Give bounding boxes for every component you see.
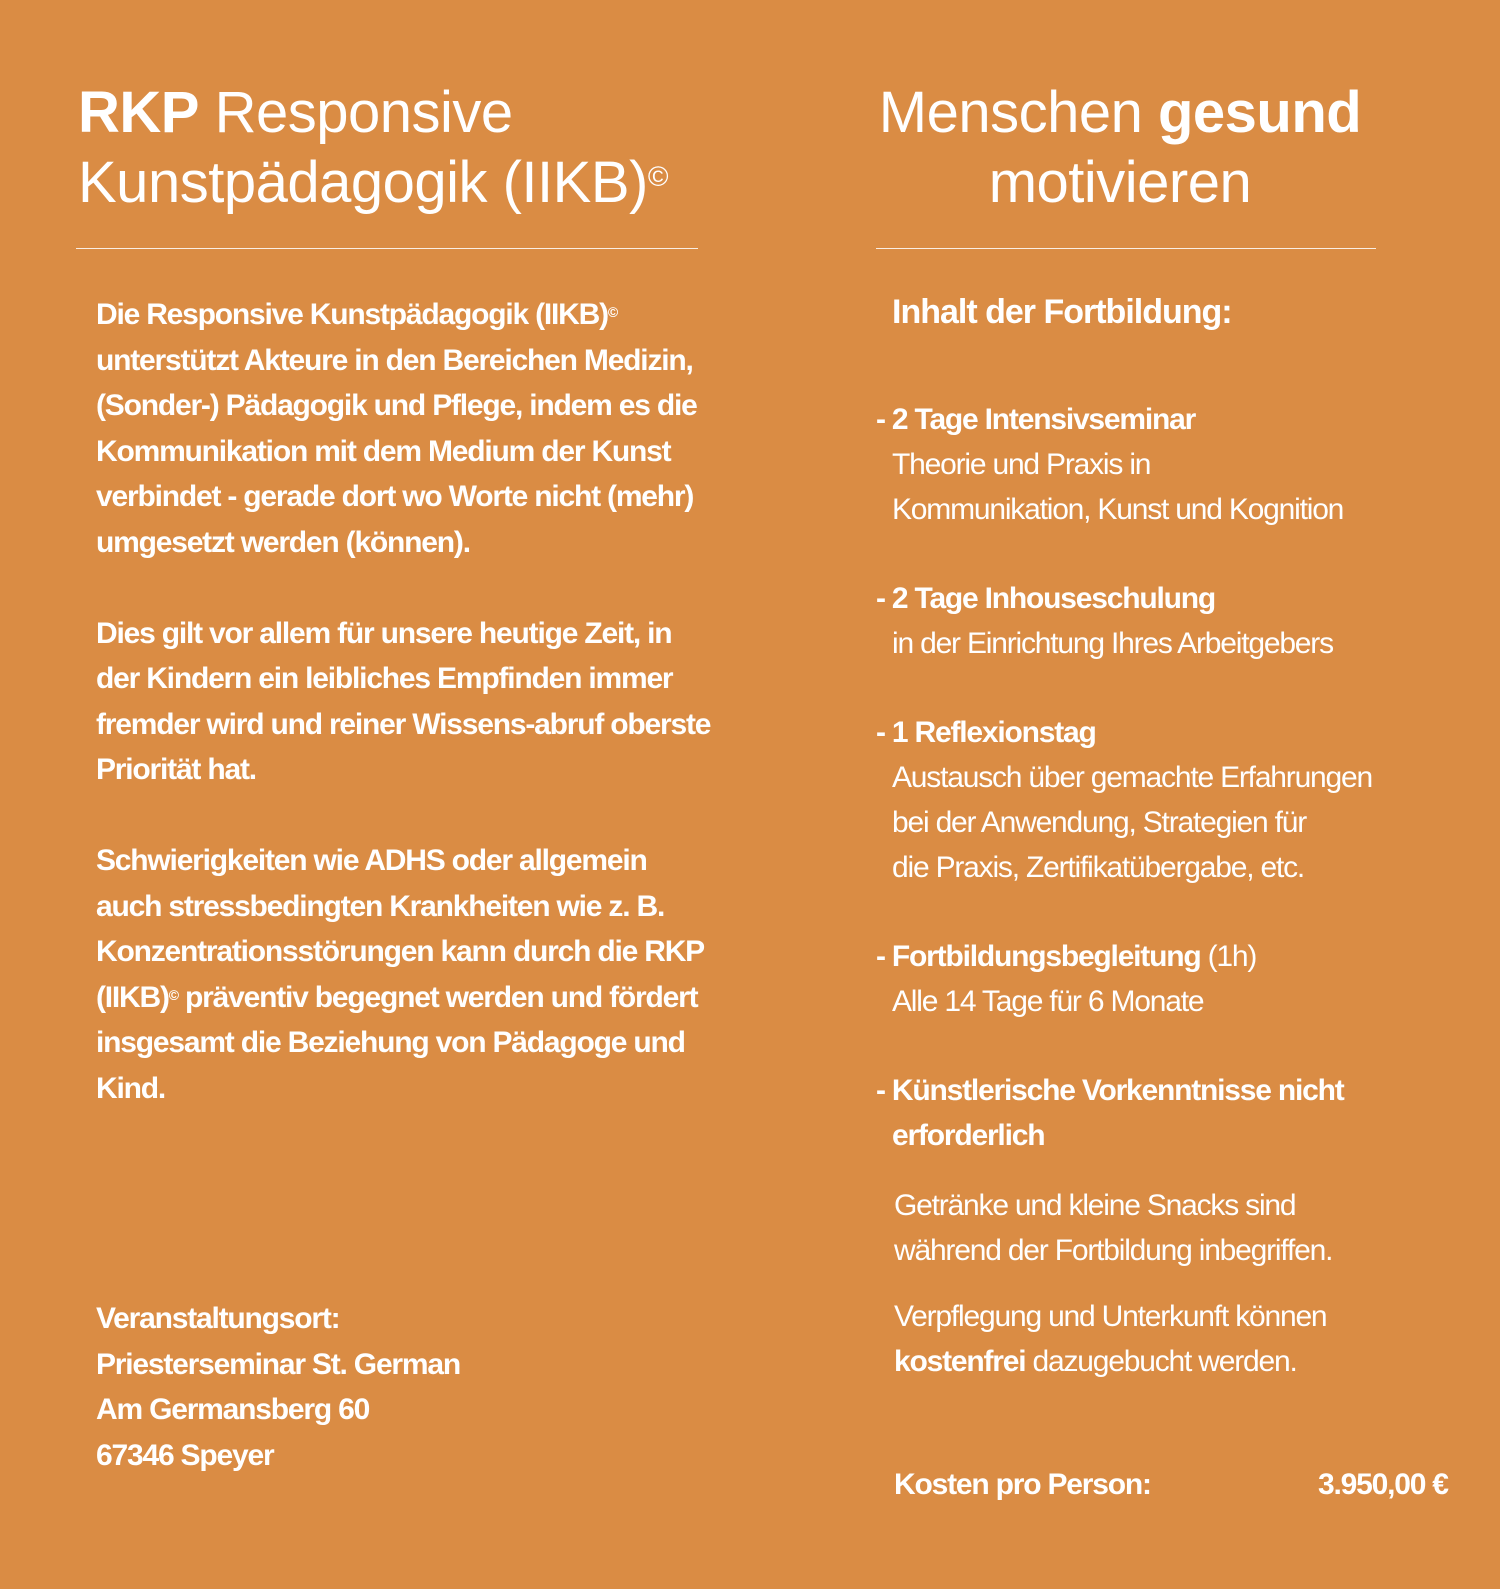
title-gesund: gesund bbox=[1157, 80, 1362, 145]
content-item-title: - 1 Reflexionstag bbox=[876, 716, 1096, 749]
divider-left bbox=[76, 248, 698, 249]
content-item bbox=[876, 1068, 1436, 1158]
content-list bbox=[876, 397, 1436, 1158]
content-item bbox=[876, 576, 1436, 666]
right-body bbox=[876, 290, 1436, 1158]
content-item bbox=[876, 710, 1436, 890]
paragraph-intro bbox=[96, 292, 716, 565]
content-item-title: - Künstlerische Vorkenntnisse nicht bbox=[876, 1074, 1344, 1107]
note-accommodation-rest: dazugebucht werden. bbox=[1025, 1345, 1297, 1378]
content-item bbox=[876, 397, 1436, 532]
title-rkp: RKP bbox=[78, 80, 199, 145]
content-item-line: Austausch über gemachte Erfahrungen bbox=[892, 761, 1372, 794]
content-item-line: Alle 14 Tage für 6 Monate bbox=[892, 985, 1204, 1018]
content-item-title: - 2 Tage Inhouseschulung bbox=[876, 582, 1216, 615]
paragraph-adhs bbox=[96, 838, 716, 1111]
title-motivieren: motivieren bbox=[988, 150, 1252, 215]
note-accommodation-bold: kostenfrei bbox=[894, 1345, 1026, 1378]
left-body bbox=[96, 292, 716, 1157]
paragraph-intro-start: Die Responsive Kunstpädagogik (IIKB) bbox=[96, 298, 608, 331]
venue-block bbox=[96, 1296, 696, 1478]
venue-label: Veranstaltungsort: bbox=[96, 1302, 340, 1335]
content-item bbox=[876, 934, 1436, 1024]
note-accommodation bbox=[894, 1294, 1414, 1384]
content-item-title: - Fortbildungsbegleitung bbox=[876, 940, 1201, 973]
cost-label: Kosten pro Person: bbox=[894, 1468, 1151, 1501]
content-item-line: die Praxis, Zertifikatübergabe, etc. bbox=[892, 851, 1305, 884]
copyright-mark: © bbox=[647, 161, 668, 192]
content-item-line: Kommunikation, Kunst und Kognition bbox=[892, 493, 1344, 526]
right-title bbox=[860, 78, 1380, 218]
copyright-mark: © bbox=[607, 304, 617, 320]
paragraph-intro-rest: unterstützt Akteure in den Bereichen Medizin, (Sonder-) Pädagogik und Pflege, indem es die Kommunikation mit dem Medium der Kunst verbindet - gerade dort wo Worte nicht (mehr) umgesetzt werden (können). bbox=[96, 343, 697, 559]
copyright-mark: © bbox=[168, 986, 178, 1003]
paragraph-adhs-part2: präventiv begegnet werden und fördert insgesamt die Beziehung von Pädagoge und Kind. bbox=[96, 980, 698, 1105]
content-item-line: Theorie und Praxis in bbox=[892, 448, 1151, 481]
paragraph-adhs-part1: Schwierigkeiten wie ADHS oder allgemein auch stressbedingten Krankheiten wie z. B. Konzentrationsstörungen kann durch die RKP (IIKB) bbox=[96, 844, 704, 1014]
left-title bbox=[78, 78, 738, 218]
note-accommodation-line1: Verpflegung und Unterkunft können bbox=[894, 1300, 1327, 1333]
divider-right bbox=[876, 248, 1376, 249]
content-item-title: - 2 Tage Intensivseminar bbox=[876, 403, 1196, 436]
note-drinks-line1: Getränke und kleine Snacks sind bbox=[894, 1189, 1296, 1222]
cost-value: 3.950,00 € bbox=[1318, 1468, 1448, 1501]
venue-city: 67346 Speyer bbox=[96, 1438, 274, 1472]
title-responsive: Responsive bbox=[198, 80, 513, 145]
paragraph-time: Dies gilt vor allem für unsere heutige Zeit, in der Kindern ein leibliches Empfinden immer fremder wird und reiner Wissens-abruf oberste Priorität hat. bbox=[96, 616, 711, 786]
venue-street: Am Germansberg 60 bbox=[96, 1393, 370, 1426]
note-drinks-line2: während der Fortbildung inbegriffen. bbox=[894, 1234, 1333, 1267]
note-drinks bbox=[894, 1183, 1414, 1273]
content-heading: Inhalt der Fortbildung: bbox=[892, 293, 1232, 331]
venue-name: Priesterseminar St. German bbox=[96, 1347, 460, 1381]
title-kunstpaedagogik: Kunstpädagogik (IIKB) bbox=[78, 150, 648, 215]
content-item-title-suffix: (1h) bbox=[1200, 940, 1257, 973]
content-item-line: bei der Anwendung, Strategien für bbox=[892, 806, 1307, 839]
content-item-line: erforderlich bbox=[892, 1119, 1045, 1152]
content-item-line: in der Einrichtung Ihres Arbeitgebers bbox=[892, 627, 1333, 660]
title-menschen: Menschen bbox=[878, 80, 1158, 145]
